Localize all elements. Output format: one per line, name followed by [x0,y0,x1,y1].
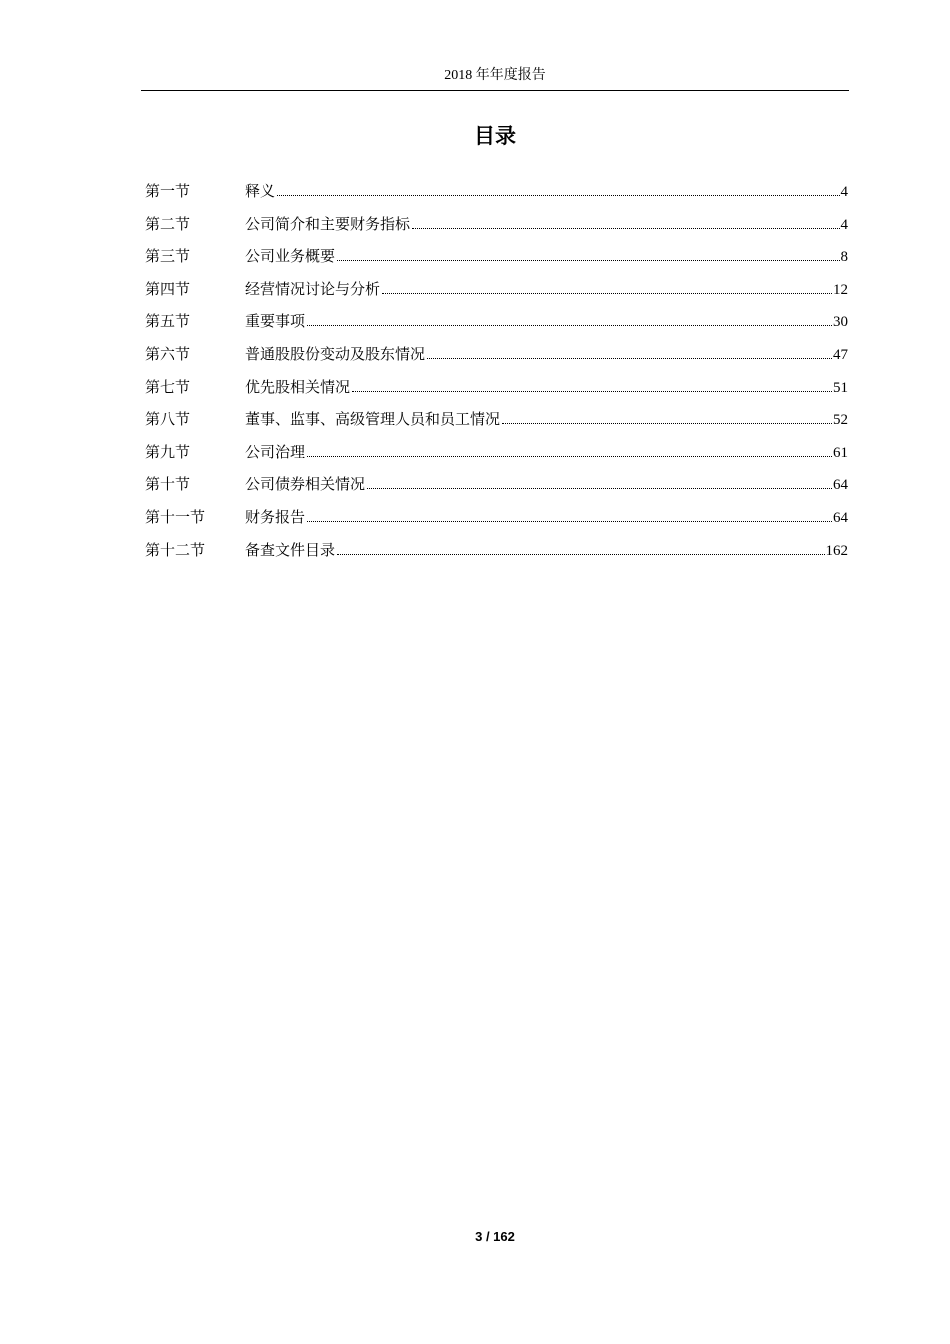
toc-page-number: 30 [833,314,848,331]
toc-dot-leader [367,488,832,489]
toc-section-number: 第七节 [145,377,191,396]
toc-page-number: 64 [833,477,848,494]
toc-row [145,341,848,374]
toc-entry-label: 公司债券相关情况 [245,475,366,494]
toc-section-number: 第十一节 [145,507,206,526]
toc-entry-link[interactable] [245,374,848,401]
toc-page-number: 47 [833,346,848,363]
toc-entry-label: 普通股股份变动及股东情况 [245,344,426,363]
toc-section-number: 第十二节 [145,540,206,559]
page-footer [0,1228,950,1246]
toc-dot-leader [307,456,832,457]
toc-section-number: 第五节 [145,312,191,331]
toc-page-number: 4 [840,216,848,233]
toc-section-number: 第八节 [145,410,191,429]
toc-title: 目录 [474,124,516,148]
toc-page-number: 12 [833,281,848,298]
toc-entry-label: 备查文件目录 [245,540,336,559]
toc-entry-label: 公司治理 [245,442,306,461]
toc-row [145,243,848,276]
toc-page-number: 52 [833,412,848,429]
toc-row [145,211,848,244]
toc-dot-leader [382,293,832,294]
toc-entry-label: 公司简介和主要财务指标 [245,214,411,233]
toc-dot-leader [352,391,832,392]
toc-row [145,406,848,439]
toc-entry-link[interactable] [245,243,848,270]
page-header [141,66,849,91]
toc-entry-label: 董事、监事、高级管理人员和员工情况 [245,410,501,429]
toc-page-number: 51 [833,379,848,396]
toc-row [145,471,848,504]
toc-entry-link[interactable] [245,276,848,303]
toc-entry-link[interactable] [245,439,848,466]
toc-section-number: 第十节 [145,475,191,494]
toc-page-number: 61 [833,444,848,461]
toc-entry-link[interactable] [245,341,848,368]
toc-page-number: 4 [840,184,848,200]
toc-row [145,178,848,211]
page-number-indicator: 3 / 162 [475,1229,515,1244]
toc-entry-label: 财务报告 [245,507,306,526]
toc-entry-link[interactable] [245,308,848,335]
toc-page-number: 64 [833,509,848,526]
toc-dot-leader [307,521,832,522]
toc-entry-label: 重要事项 [245,312,306,331]
toc-entry-label: 公司业务概要 [245,247,336,266]
toc-dot-leader [277,195,839,196]
toc-list [145,178,848,569]
toc-section-number: 第六节 [145,344,191,363]
report-title: 2018 年年度报告 [444,68,546,83]
toc-section-number: 第三节 [145,247,191,266]
toc-row [145,537,848,570]
toc-dot-leader [502,423,832,424]
toc-row [145,439,848,472]
toc-row [145,374,848,407]
toc-section-number: 第一节 [145,182,191,200]
toc-section-number: 第九节 [145,442,191,461]
toc-dot-leader [337,554,824,555]
toc-entry-label: 优先股相关情况 [245,377,351,396]
toc-row [145,276,848,309]
toc-dot-leader [427,358,832,359]
toc-entry-link[interactable] [245,471,848,498]
toc-entry-link[interactable] [245,406,848,433]
toc-dot-leader [307,325,832,326]
toc-section-number: 第四节 [145,279,191,298]
toc-entry-link[interactable] [245,537,848,564]
toc-row [145,308,848,341]
toc-dot-leader [412,228,839,229]
toc-dot-leader [337,260,839,261]
toc-row [145,504,848,537]
toc-entry-link[interactable] [245,504,848,531]
toc-entry-label: 经营情况讨论与分析 [245,279,381,298]
toc-entry-link[interactable] [245,211,848,238]
toc-page-number: 162 [825,542,848,559]
toc-entry-link[interactable] [245,178,848,205]
toc-page-number: 8 [840,249,848,266]
toc-entry-label: 释义 [245,182,276,200]
toc-section-number: 第二节 [145,214,191,233]
